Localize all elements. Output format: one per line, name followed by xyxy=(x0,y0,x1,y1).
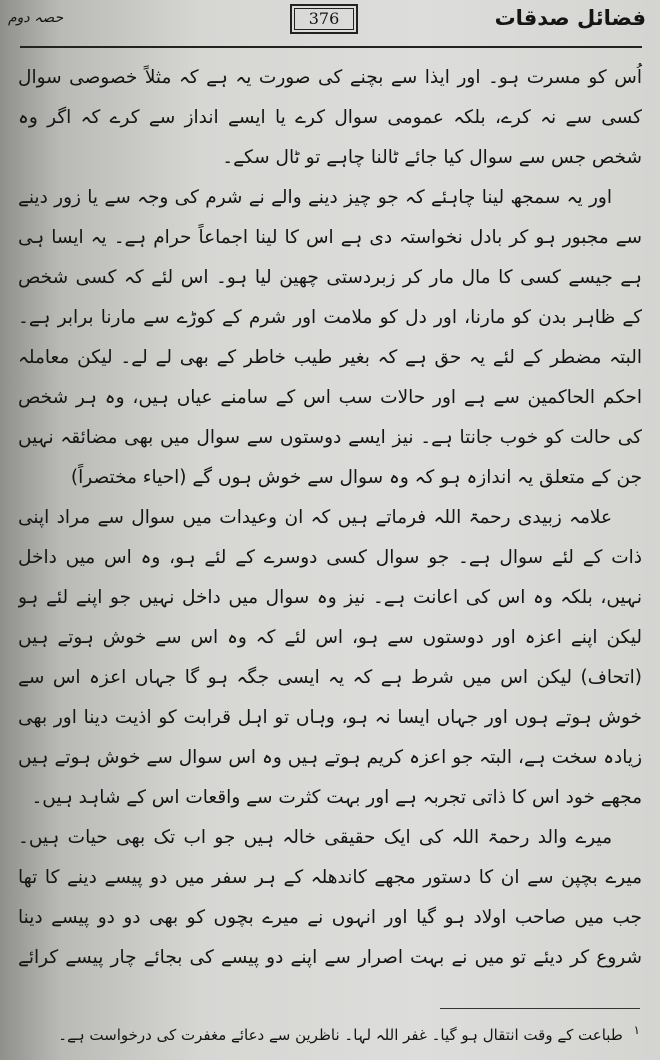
page-number: 376 xyxy=(290,4,358,34)
page-header xyxy=(0,0,660,52)
paragraph: میرے والد رحمۃ اللہ کی ایک حقیقی خالہ ہیں جو اب تک بھی حیات ہیں۔ میرے بچپن سے ان کا دستور مجھے کاندھلہ کے ہر سفر میں دو پیسے دینے کا تھا جب میں صاحب اولاد ہو گیا اور انہوں نے میرے بچوں کو بھی دو دو پیسے دینا شروع کر دیئے تو میں نے بہت اصرار سے اپنے دو پیسے کی بجائے چار پیسے کرائے xyxy=(18,827,642,968)
header-rule xyxy=(20,46,642,48)
footnote xyxy=(20,1018,640,1047)
footnote-text: طباعت کے وقت انتقال ہو گیا۔ غفر اللہ لہا۔ ناظرین سے دعائے مغفرت کی درخواست ہے۔ xyxy=(58,1026,623,1044)
volume-label: حصہ دوم xyxy=(8,10,64,26)
book-title: فضائل صدقات xyxy=(494,6,646,30)
paragraph: علامہ زبیدی رحمۃ اللہ فرماتے ہیں کہ ان وعیدات میں سوال سے مراد اپنی ذات کے لئے سوال ہے۔ جو سوال کسی دوسرے کے لئے ہو، وہ اس میں داخل نہیں، بلکہ وہ اس کی اعانت ہے۔ نیز وہ سوال میں داخل نہیں جو اپنے لئے ہو لیکن اپنے اعزہ اور دوستوں سے ہو، اس لئے کہ وہ اس سے خوش ہوتے ہیں (اتحاف) لیکن اس میں شرط ہے کہ یہ ایسی جگہ ہو گا جہاں اعزہ اس سے خوش ہوتے ہوں اور جہاں ایسا نہ ہو، وہاں تو اہل قرابت کو اذیت دینا اور بھی زیادہ سخت ہے، البتہ جو اعزہ کریم ہوتے ہیں وہ اس سوال سے خوش ہوتے ہیں مجھے خود اس کا ذاتی تجربہ ہے اور بہت کثرت سے واقعات اس کے شاہد ہیں۔ xyxy=(18,507,642,808)
page-body xyxy=(18,58,642,988)
paragraph: اُس کو مسرت ہو۔ اور ایذا سے بچنے کی صورت یہ ہے کہ مثلاً خصوصی سوال کسی سے نہ کرے، بلکہ عمومی سوال کرے یا ایسے انداز سے کرے کہ اگر وہ شخص جس سے سوال کیا جائے ٹالنا چاہے تو ٹال سکے۔ xyxy=(18,67,642,168)
paragraph: اور یہ سمجھ لینا چاہئے کہ جو چیز دینے والے نے شرم کی وجہ سے یا زور دینے سے مجبور ہو کر بادل نخواستہ دی ہے اس کا لینا اجماعاً حرام ہے۔ یہ ایسا ہی ہے جیسے کسی کا مال مار کر زبردستی چھین لیا ہو۔ اس لئے کہ کسی شخص کے ظاہر بدن کو مارنا، اور دل کو ملامت اور شرم کے کوڑے سے مارنا برابر ہے۔ البتہ مضطر کے لئے یہ حق ہے کہ بغیر طیب خاطر کے بھی لے لے۔ لیکن معاملہ احکم الحاکمین سے ہے اور حالات سب اس کے سامنے عیاں ہیں، وہ ہر شخص کی حالت کو خوب جانتا ہے۔ نیز ایسے دوستوں سے سوال میں بھی مضائقہ نہیں جن کے متعلق یہ اندازہ ہو کہ وہ سوال سے خوش ہوں گے (احیاء مختصراً) xyxy=(18,187,642,488)
footnote-rule xyxy=(440,1008,640,1009)
footnote-mark: ۱ xyxy=(633,1023,640,1037)
